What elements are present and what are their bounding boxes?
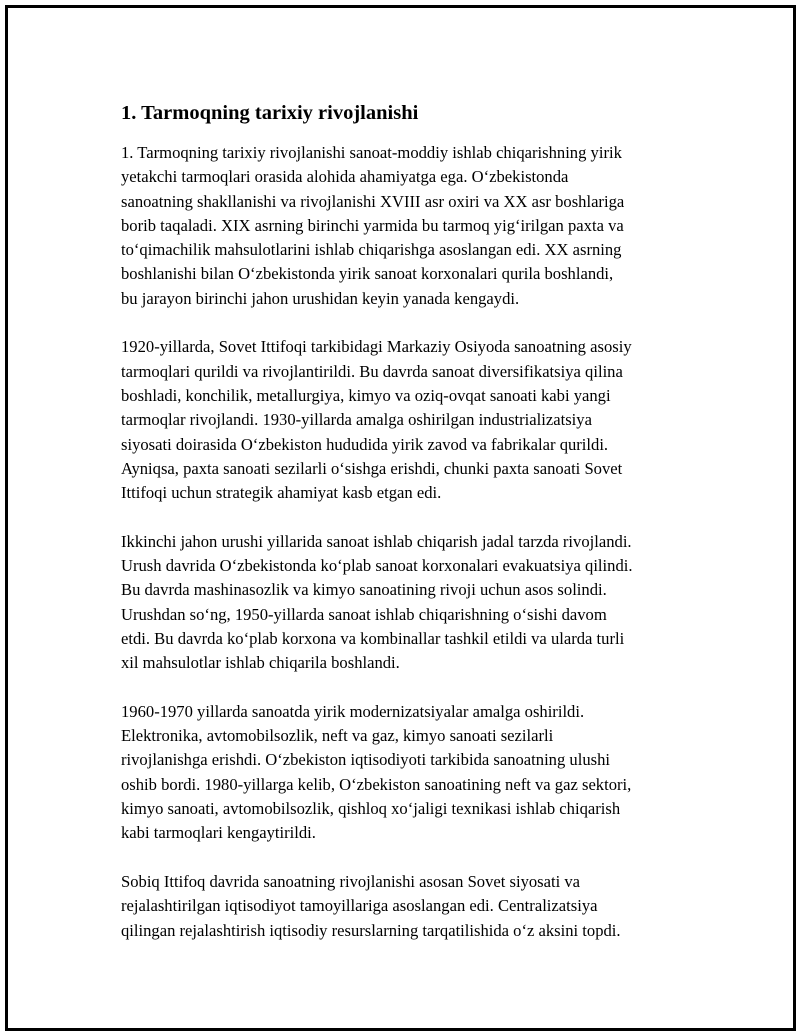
text-line: yetakchi tarmoqlari orasida alohida ahamiyatga ega. O‘zbekistonda bbox=[121, 167, 569, 187]
text-line: oshib bordi. 1980-yillarga kelib, O‘zbekiston sanoatining neft va gaz sektori, bbox=[121, 774, 632, 794]
text-line: boshlanishi bilan O‘zbekistonda yirik sanoat korxonalari qurila boshlandi, bbox=[121, 264, 614, 284]
text-line: 1960-1970 yillarda sanoatda yirik modernizatsiyalar amalga oshirildi. bbox=[121, 701, 585, 721]
text-line: boshladi, konchilik, metallurgiya, kimyo va oziq-ovqat sanoati kabi yangi bbox=[121, 385, 611, 405]
text-line: kimyo sanoati, avtomobilsozlik, qishloq xo‘jaligi texnikasi ishlab chiqarish bbox=[121, 799, 621, 819]
text-line: 1. Tarmoqning tarixiy rivojlanishi sanoat-moddiy ishlab chiqarishning yirik bbox=[121, 143, 622, 162]
paragraph-2 bbox=[121, 335, 691, 505]
paragraph-3 bbox=[121, 530, 691, 676]
text-line: Ayniqsa, paxta sanoati sezilarli o‘sishga erishdi, chunki paxta sanoati Sovet bbox=[121, 458, 623, 478]
text-line: sanoatning shakllanishi va rivojlanishi XVIII asr oxiri va XX asr boshlariga bbox=[121, 191, 625, 211]
text-line: Urush davrida O‘zbekistonda ko‘plab sanoat korxonalari evakuatsiya qilindi. bbox=[121, 556, 633, 576]
text-line: xil mahsulotlar ishlab chiqarila boshlandi. bbox=[121, 653, 400, 673]
text-line: Urushdan so‘ng, 1950-yillarda sanoat ishlab chiqarishning o‘sishi davom bbox=[121, 604, 607, 624]
text-line: to‘qimachilik mahsulotlarini ishlab chiqarishga asoslangan edi. XX asrning bbox=[121, 240, 622, 260]
document-title: 1. Tarmoqning tarixiy rivojlanishi bbox=[121, 102, 419, 124]
paragraph-1 bbox=[121, 141, 691, 311]
text-line: 1920-yillarda, Sovet Ittifoqi tarkibidagi Markaziy Osiyoda sanoatning asosiy bbox=[121, 337, 632, 357]
text-line: Sobiq Ittifoq davrida sanoatning rivojlanishi asosan Sovet siyosati va bbox=[121, 871, 581, 891]
paragraph-4 bbox=[121, 700, 691, 846]
text-line: kabi tarmoqlari kengaytirildi. bbox=[121, 823, 316, 843]
text-line: Ittifoqi uchun strategik ahamiyat kasb etgan edi. bbox=[121, 483, 442, 503]
document-body bbox=[121, 100, 691, 967]
text-line: Elektronika, avtomobilsozlik, neft va gaz, kimyo sanoati sezilarli bbox=[121, 726, 554, 746]
paragraph-5 bbox=[121, 870, 691, 943]
text-line: siyosati doirasida O‘zbekiston hududida yirik zavod va fabrikalar qurildi. bbox=[121, 434, 609, 454]
text-line: etdi. Bu davrda ko‘plab korxona va kombinallar tashkil etildi va ularda turli bbox=[121, 628, 625, 648]
text-line: qilingan rejalashtirish iqtisodiy resurslarning tarqatilishida o‘z aksini topdi. bbox=[121, 920, 621, 940]
text-line: tarmoqlari qurildi va rivojlantirildi. Bu davrda sanoat diversifikatsiya qilina bbox=[121, 361, 623, 381]
text-line: rivojlanishga erishdi. O‘zbekiston iqtisodiyoti tarkibida sanoatning ulushi bbox=[121, 750, 610, 770]
text-line: rejalashtirilgan iqtisodiyot tamoyillariga asoslangan edi. Centralizatsiya bbox=[121, 896, 598, 916]
text-line: Ikkinchi jahon urushi yillarida sanoat ishlab chiqarish jadal tarzda rivojlandi. bbox=[121, 531, 632, 551]
page-frame bbox=[5, 5, 796, 1031]
text-line: tarmoqlar rivojlandi. 1930-yillarda amalga oshirilgan industrializatsiya bbox=[121, 410, 592, 430]
text-line: borib taqaladi. XIX asrning birinchi yarmida bu tarmoq yig‘irilgan paxta va bbox=[121, 215, 624, 235]
text-line: Bu davrda mashinasozlik va kimyo sanoatining rivoji uchun asos solindi. bbox=[121, 580, 607, 600]
text-line: bu jarayon birinchi jahon urushidan keyin yanada kengaydi. bbox=[121, 288, 520, 308]
